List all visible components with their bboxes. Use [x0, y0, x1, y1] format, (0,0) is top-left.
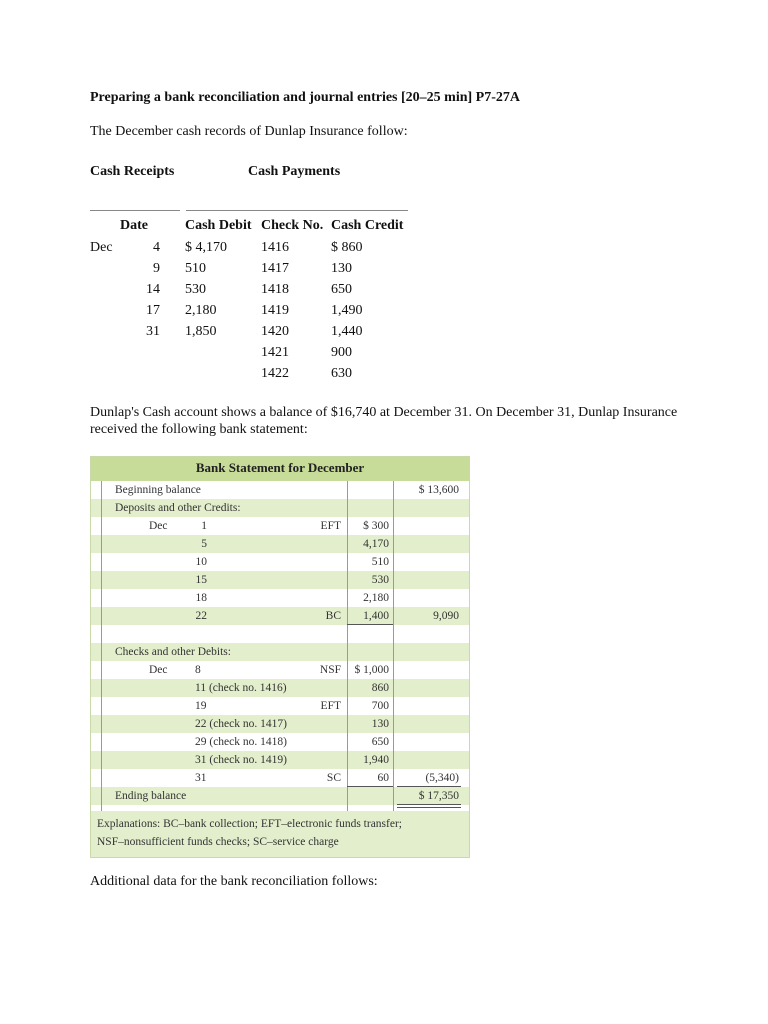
- bank-statement-title: Bank Statement for December: [91, 457, 469, 481]
- payment-check-no: 1417: [261, 261, 289, 276]
- cash-receipts-header: Cash Receipts: [90, 164, 175, 179]
- month-label: Dec: [90, 240, 113, 255]
- checks-month: Dec: [149, 664, 168, 676]
- check-amount: 650: [371, 736, 389, 748]
- additional-data-text: Additional data for the bank reconciliation follows:: [90, 874, 378, 889]
- deposit-code: BC: [325, 610, 341, 622]
- receipt-day: 9: [153, 261, 160, 276]
- receipt-day: 31: [146, 324, 160, 339]
- service-charge-day: 31: [195, 772, 207, 784]
- checks-label: Checks and other Debits:: [115, 646, 231, 658]
- receipt-day: 17: [146, 303, 160, 318]
- check-day: 22 (check no. 1417): [195, 718, 287, 730]
- deposit-amount: 4,170: [363, 538, 389, 550]
- explanation-line: NSF–nonsufficient funds checks; SC–service charge: [97, 836, 339, 848]
- payment-check-no: 1422: [261, 366, 289, 381]
- check-code: NSF: [319, 664, 341, 676]
- deposit-amount: 2,180: [363, 592, 389, 604]
- cash-payments-header: Cash Payments: [248, 164, 341, 179]
- payment-amount: 130: [331, 261, 352, 276]
- receipt-amount: $ 4,170: [185, 240, 227, 255]
- cash-credit-column-header: Cash Credit: [331, 218, 404, 233]
- cash-account-paragraph: Dunlap's Cash account shows a balance of $16,740 at December 31. On December 31, Dunlap Insurance received the following bank statement:: [90, 405, 678, 437]
- payment-amount: 1,490: [331, 303, 363, 318]
- payment-amount: 630: [331, 366, 352, 381]
- explanation-line: Explanations: BC–bank collection; EFT–electronic funds transfer;: [97, 818, 402, 830]
- deposits-label: Deposits and other Credits:: [115, 502, 241, 514]
- check-amount: 1,940: [363, 754, 389, 766]
- service-charge-amount: 60: [377, 772, 389, 784]
- deposit-amount: 530: [371, 574, 389, 586]
- deposits-total: 9,090: [433, 610, 459, 622]
- check-amount: 860: [371, 682, 389, 694]
- check-amount: 700: [371, 700, 389, 712]
- receipt-day: 14: [146, 282, 160, 297]
- payment-amount: 650: [331, 282, 352, 297]
- payment-check-no: 1421: [261, 345, 289, 360]
- ending-balance-amount: $ 17,350: [418, 790, 459, 802]
- payment-amount: $ 860: [331, 240, 363, 255]
- check-day: 19: [195, 700, 207, 712]
- receipt-amount: 1,850: [185, 324, 217, 339]
- service-charge-code: SC: [326, 772, 341, 784]
- check-day: 29 (check no. 1418): [195, 736, 287, 748]
- bank-statement-explanations: [91, 811, 469, 857]
- beginning-balance-amount: $ 13,600: [418, 484, 459, 496]
- page-title: Preparing a bank reconciliation and journal entries [20–25 min] P7-27A: [90, 90, 520, 105]
- receipt-amount: 530: [185, 282, 206, 297]
- check-no-column-header: Check No.: [261, 218, 324, 233]
- check-amount: $ 1,000: [354, 664, 389, 676]
- deposit-day: 5: [201, 538, 207, 550]
- payment-amount: 900: [331, 345, 352, 360]
- deposit-day: 1: [201, 520, 207, 532]
- check-day: 11 (check no. 1416): [195, 682, 287, 694]
- payments-rule: [186, 210, 408, 211]
- deposit-amount: $ 300: [363, 520, 389, 532]
- payment-check-no: 1418: [261, 282, 289, 297]
- payment-check-no: 1416: [261, 240, 289, 255]
- intro-text: The December cash records of Dunlap Insurance follow:: [90, 124, 408, 139]
- receipt-day: 4: [153, 240, 160, 255]
- payment-check-no: 1420: [261, 324, 289, 339]
- date-column-header: Date: [120, 218, 148, 233]
- deposits-month: Dec: [149, 520, 168, 532]
- deposit-day: 15: [195, 574, 207, 586]
- deposit-day: 22: [195, 610, 207, 622]
- receipts-rule: [90, 210, 180, 211]
- receipt-amount: 510: [185, 261, 206, 276]
- ending-balance-label: Ending balance: [115, 790, 187, 802]
- payment-amount: 1,440: [331, 324, 363, 339]
- receipt-amount: 2,180: [185, 303, 217, 318]
- deposit-amount: 510: [371, 556, 389, 568]
- check-day: 31 (check no. 1419): [195, 754, 287, 766]
- cash-debit-column-header: Cash Debit: [185, 218, 252, 233]
- deposit-amount: 1,400: [363, 610, 389, 622]
- deposit-code: EFT: [320, 520, 341, 532]
- payment-check-no: 1419: [261, 303, 289, 318]
- deposit-day: 18: [195, 592, 207, 604]
- check-day: 8: [195, 664, 201, 676]
- bank-statement: [90, 456, 470, 858]
- deposit-day: 10: [195, 556, 207, 568]
- checks-total: (5,340): [425, 772, 459, 784]
- beginning-balance-label: Beginning balance: [115, 484, 201, 496]
- check-code: EFT: [320, 700, 341, 712]
- check-amount: 130: [371, 718, 389, 730]
